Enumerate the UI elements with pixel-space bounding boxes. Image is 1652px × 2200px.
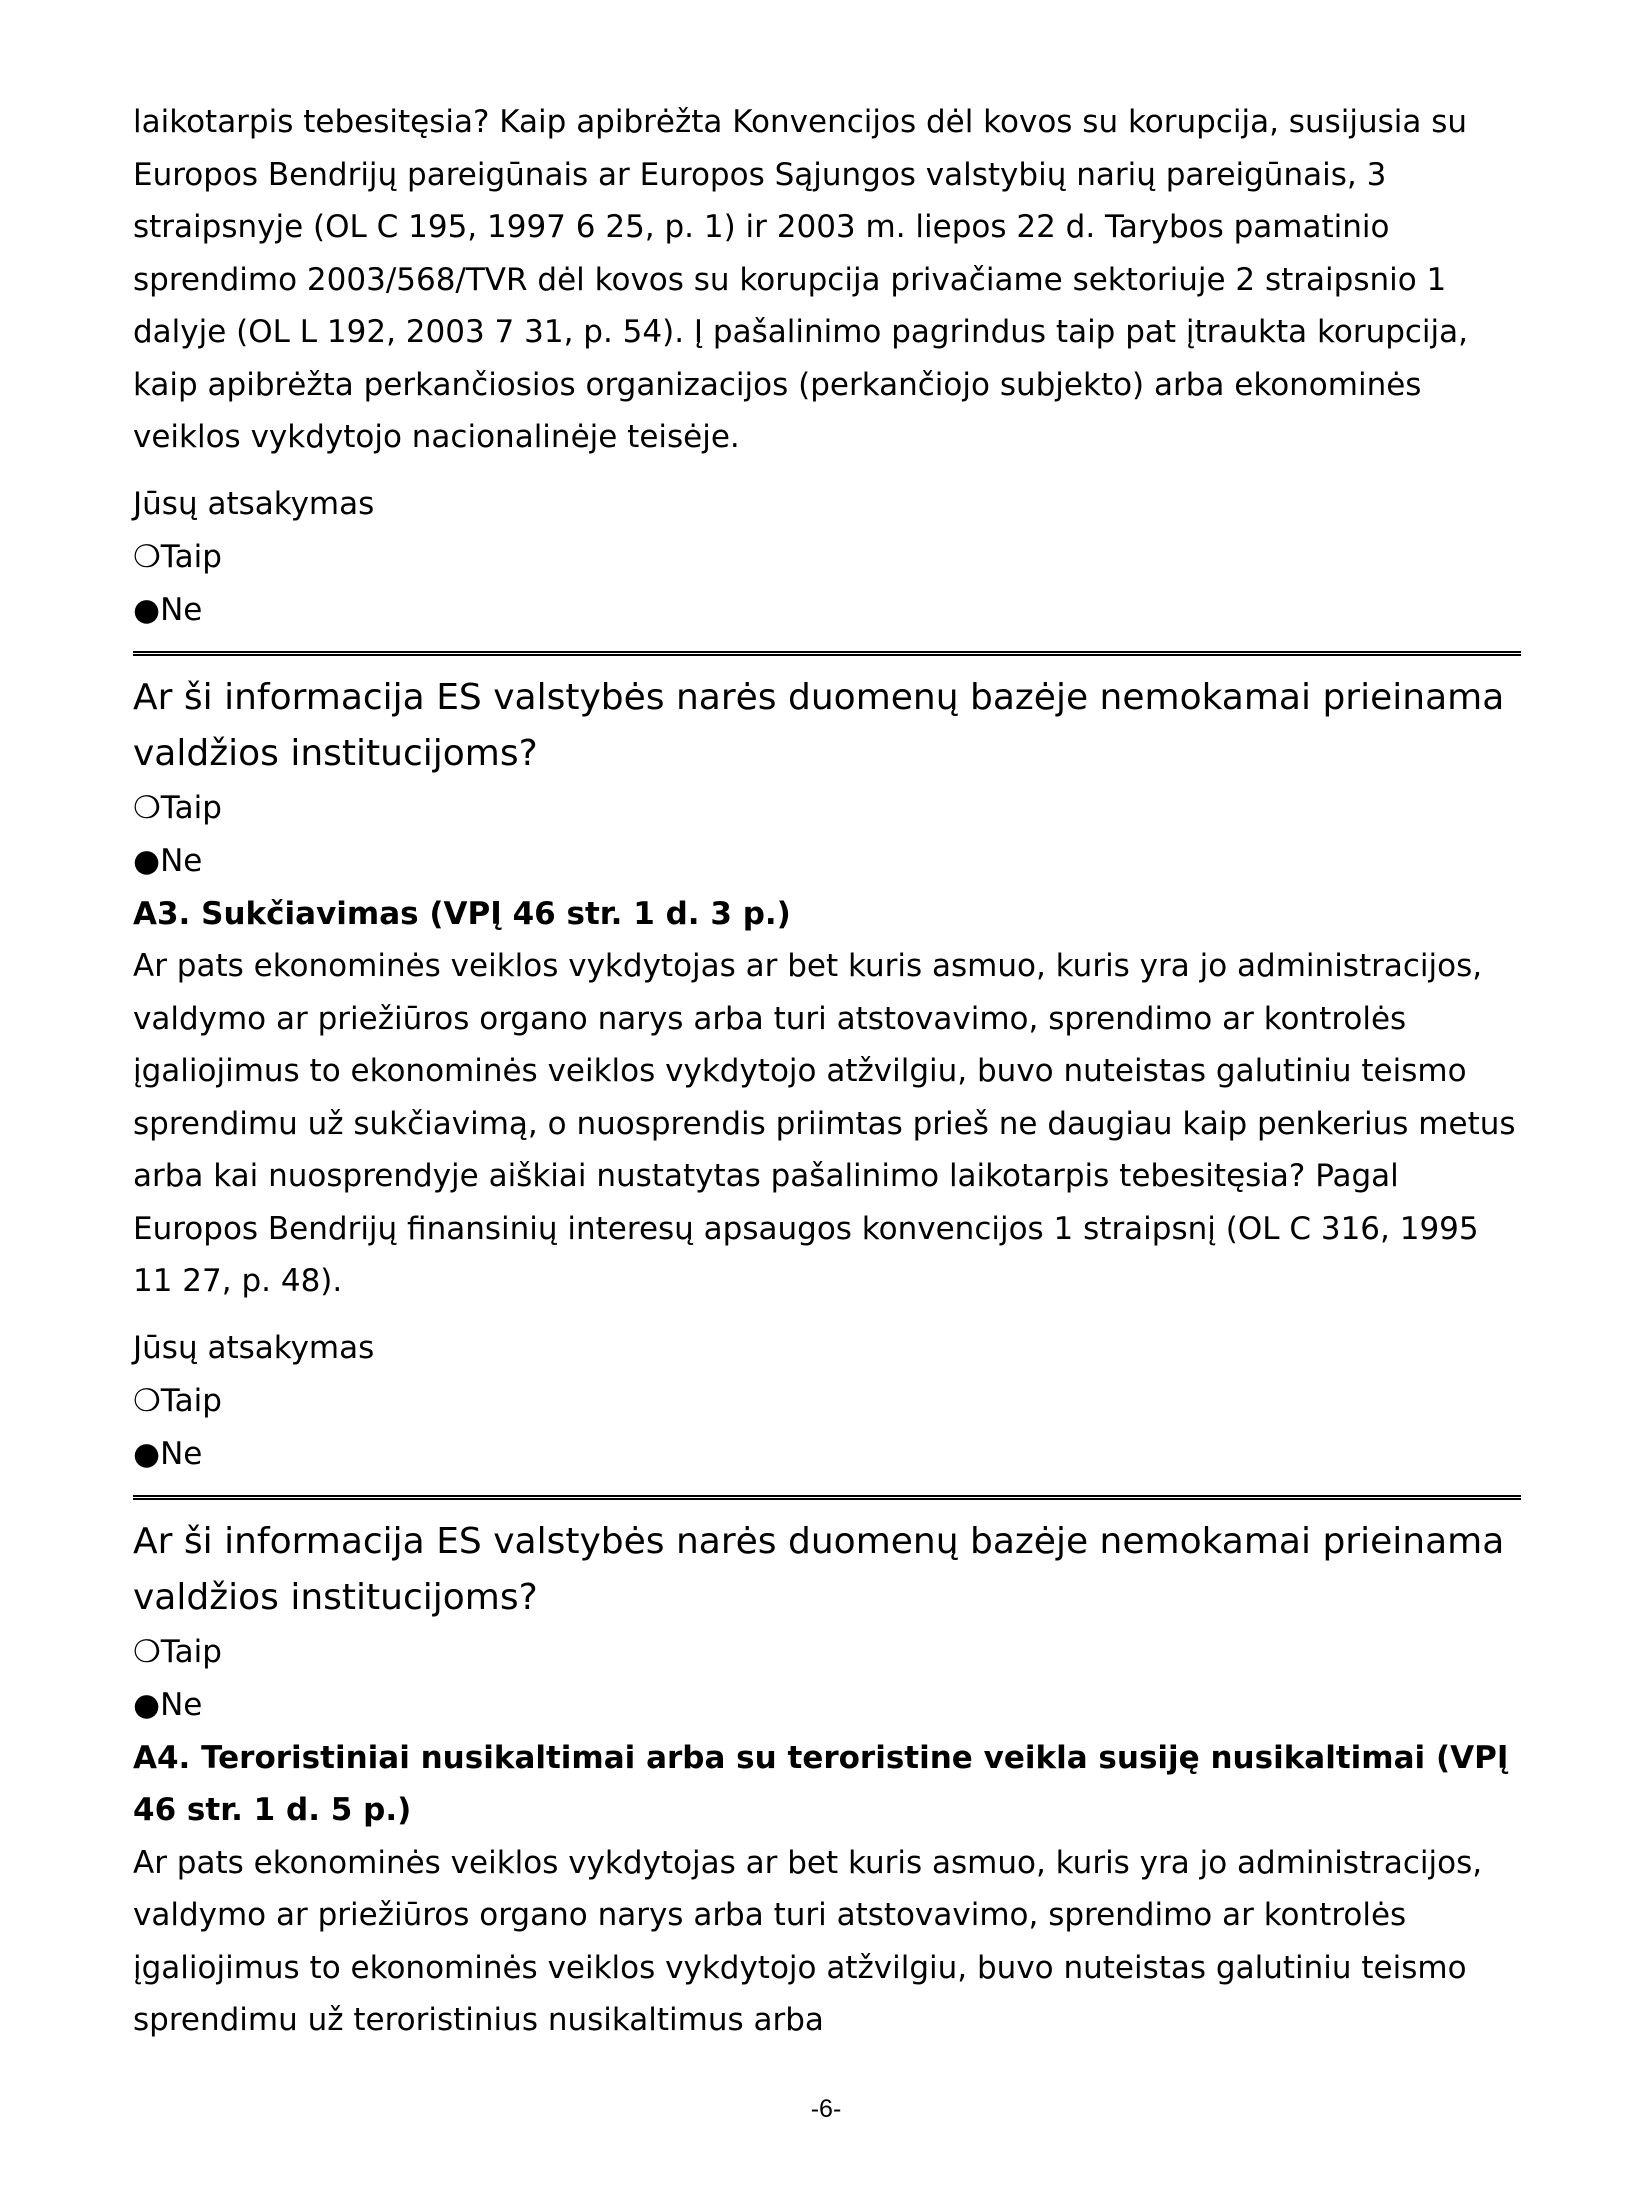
section-heading-a3: A3. Sukčiavimas (VPĮ 46 str. 1 d. 3 p.) [133, 895, 791, 932]
option-label: Ne [160, 1686, 203, 1723]
option-label: Ne [160, 591, 203, 628]
option-taip[interactable] [133, 1626, 1521, 1679]
option-label: Ne [160, 1435, 203, 1472]
option-taip[interactable] [133, 782, 1521, 835]
option-ne[interactable] [133, 584, 1521, 637]
radio-selected-icon[interactable]: ● [133, 842, 161, 879]
option-label: Taip [160, 789, 222, 826]
option-taip[interactable] [133, 1375, 1521, 1428]
paragraph-corruption-definition: laikotarpis tebesitęsia? Kaip apibrėžta Konvencijos dėl kovos su korupcija, susijusia su Europos Bendrijų pareigūnais ar Europos Sąjungos valstybių narių pareigūnais, 3 straipsnyje (OL C 195, 1997 6 25, p. 1) ir 2003 m. liepos 22 d. Tarybos pamatinio sprendimo 2003/568/TVR dėl kovos su korupcija privačiame sektoriuje 2 straipsnio 1 dalyje (OL L 192, 2003 7 31, p. 54). Į pašalinimo pagrindus taip pat įtraukta korupcija, kaip apibrėžta perkančiosios organizacijos (perkančiojo subjekto) arba ekonominės veiklos vykdytojo nacionalinėje teisėje. [133, 104, 1469, 455]
section-heading-a4: A4. Teroristiniai nusikaltimai arba su teroristine veikla susiję nusikaltimai (VPĮ 46 str. 1 d. 5 p.) [133, 1739, 1509, 1828]
section-divider [133, 1495, 1521, 1500]
database-question: Ar ši informacija ES valstybės narės duomenų bazėje nemokamai prieinama valdžios institucijoms? [133, 676, 1505, 774]
option-ne[interactable] [133, 835, 1521, 888]
option-label: Taip [160, 1382, 222, 1419]
answer-label: Jūsų atsakymas [133, 1329, 375, 1366]
option-label: Ne [160, 842, 203, 879]
radio-unselected-icon[interactable]: ❍ [133, 1633, 161, 1670]
option-ne[interactable] [133, 1679, 1521, 1732]
answer-label: Jūsų atsakymas [133, 485, 375, 522]
radio-selected-icon[interactable]: ● [133, 1435, 161, 1472]
document-page [133, 96, 1521, 2047]
radio-selected-icon[interactable]: ● [133, 591, 161, 628]
paragraph-terrorism-question: Ar pats ekonominės veiklos vykdytojas ar bet kuris asmuo, kuris yra jo administracijos, valdymo ar priežiūros organo narys arba turi atstovavimo, sprendimo ar kontrolės įgaliojimus to ekonominės veiklos vykdytojo atžvilgiu, buvo nuteistas galutiniu teismo sprendimu už teroristinius nusikaltimus arba [133, 1844, 1483, 2038]
option-label: Taip [160, 1633, 222, 1670]
radio-unselected-icon[interactable]: ❍ [133, 789, 161, 826]
section-divider [133, 651, 1521, 656]
option-ne[interactable] [133, 1428, 1521, 1481]
radio-unselected-icon[interactable]: ❍ [133, 538, 161, 575]
radio-selected-icon[interactable]: ● [133, 1686, 161, 1723]
database-question: Ar ši informacija ES valstybės narės duomenų bazėje nemokamai prieinama valdžios institucijoms? [133, 1520, 1505, 1618]
option-taip[interactable] [133, 531, 1521, 584]
paragraph-fraud-question: Ar pats ekonominės veiklos vykdytojas ar bet kuris asmuo, kuris yra jo administracijos, valdymo ar priežiūros organo narys arba turi atstovavimo, sprendimo ar kontrolės įgaliojimus to ekonominės veiklos vykdytojo atžvilgiu, buvo nuteistas galutiniu teismo sprendimu už sukčiavimą, o nuosprendis priimtas prieš ne daugiau kaip penkerius metus arba kai nuosprendyje aiškiai nustatytas pašalinimo laikotarpis tebesitęsia? Pagal Europos Bendrijų finansinių interesų apsaugos konvencijos 1 straipsnį (OL C 316, 1995 11 27, p. 48). [133, 948, 1516, 1299]
option-label: Taip [160, 538, 222, 575]
radio-unselected-icon[interactable]: ❍ [133, 1382, 161, 1419]
page-number: -6- [810, 2095, 842, 2123]
